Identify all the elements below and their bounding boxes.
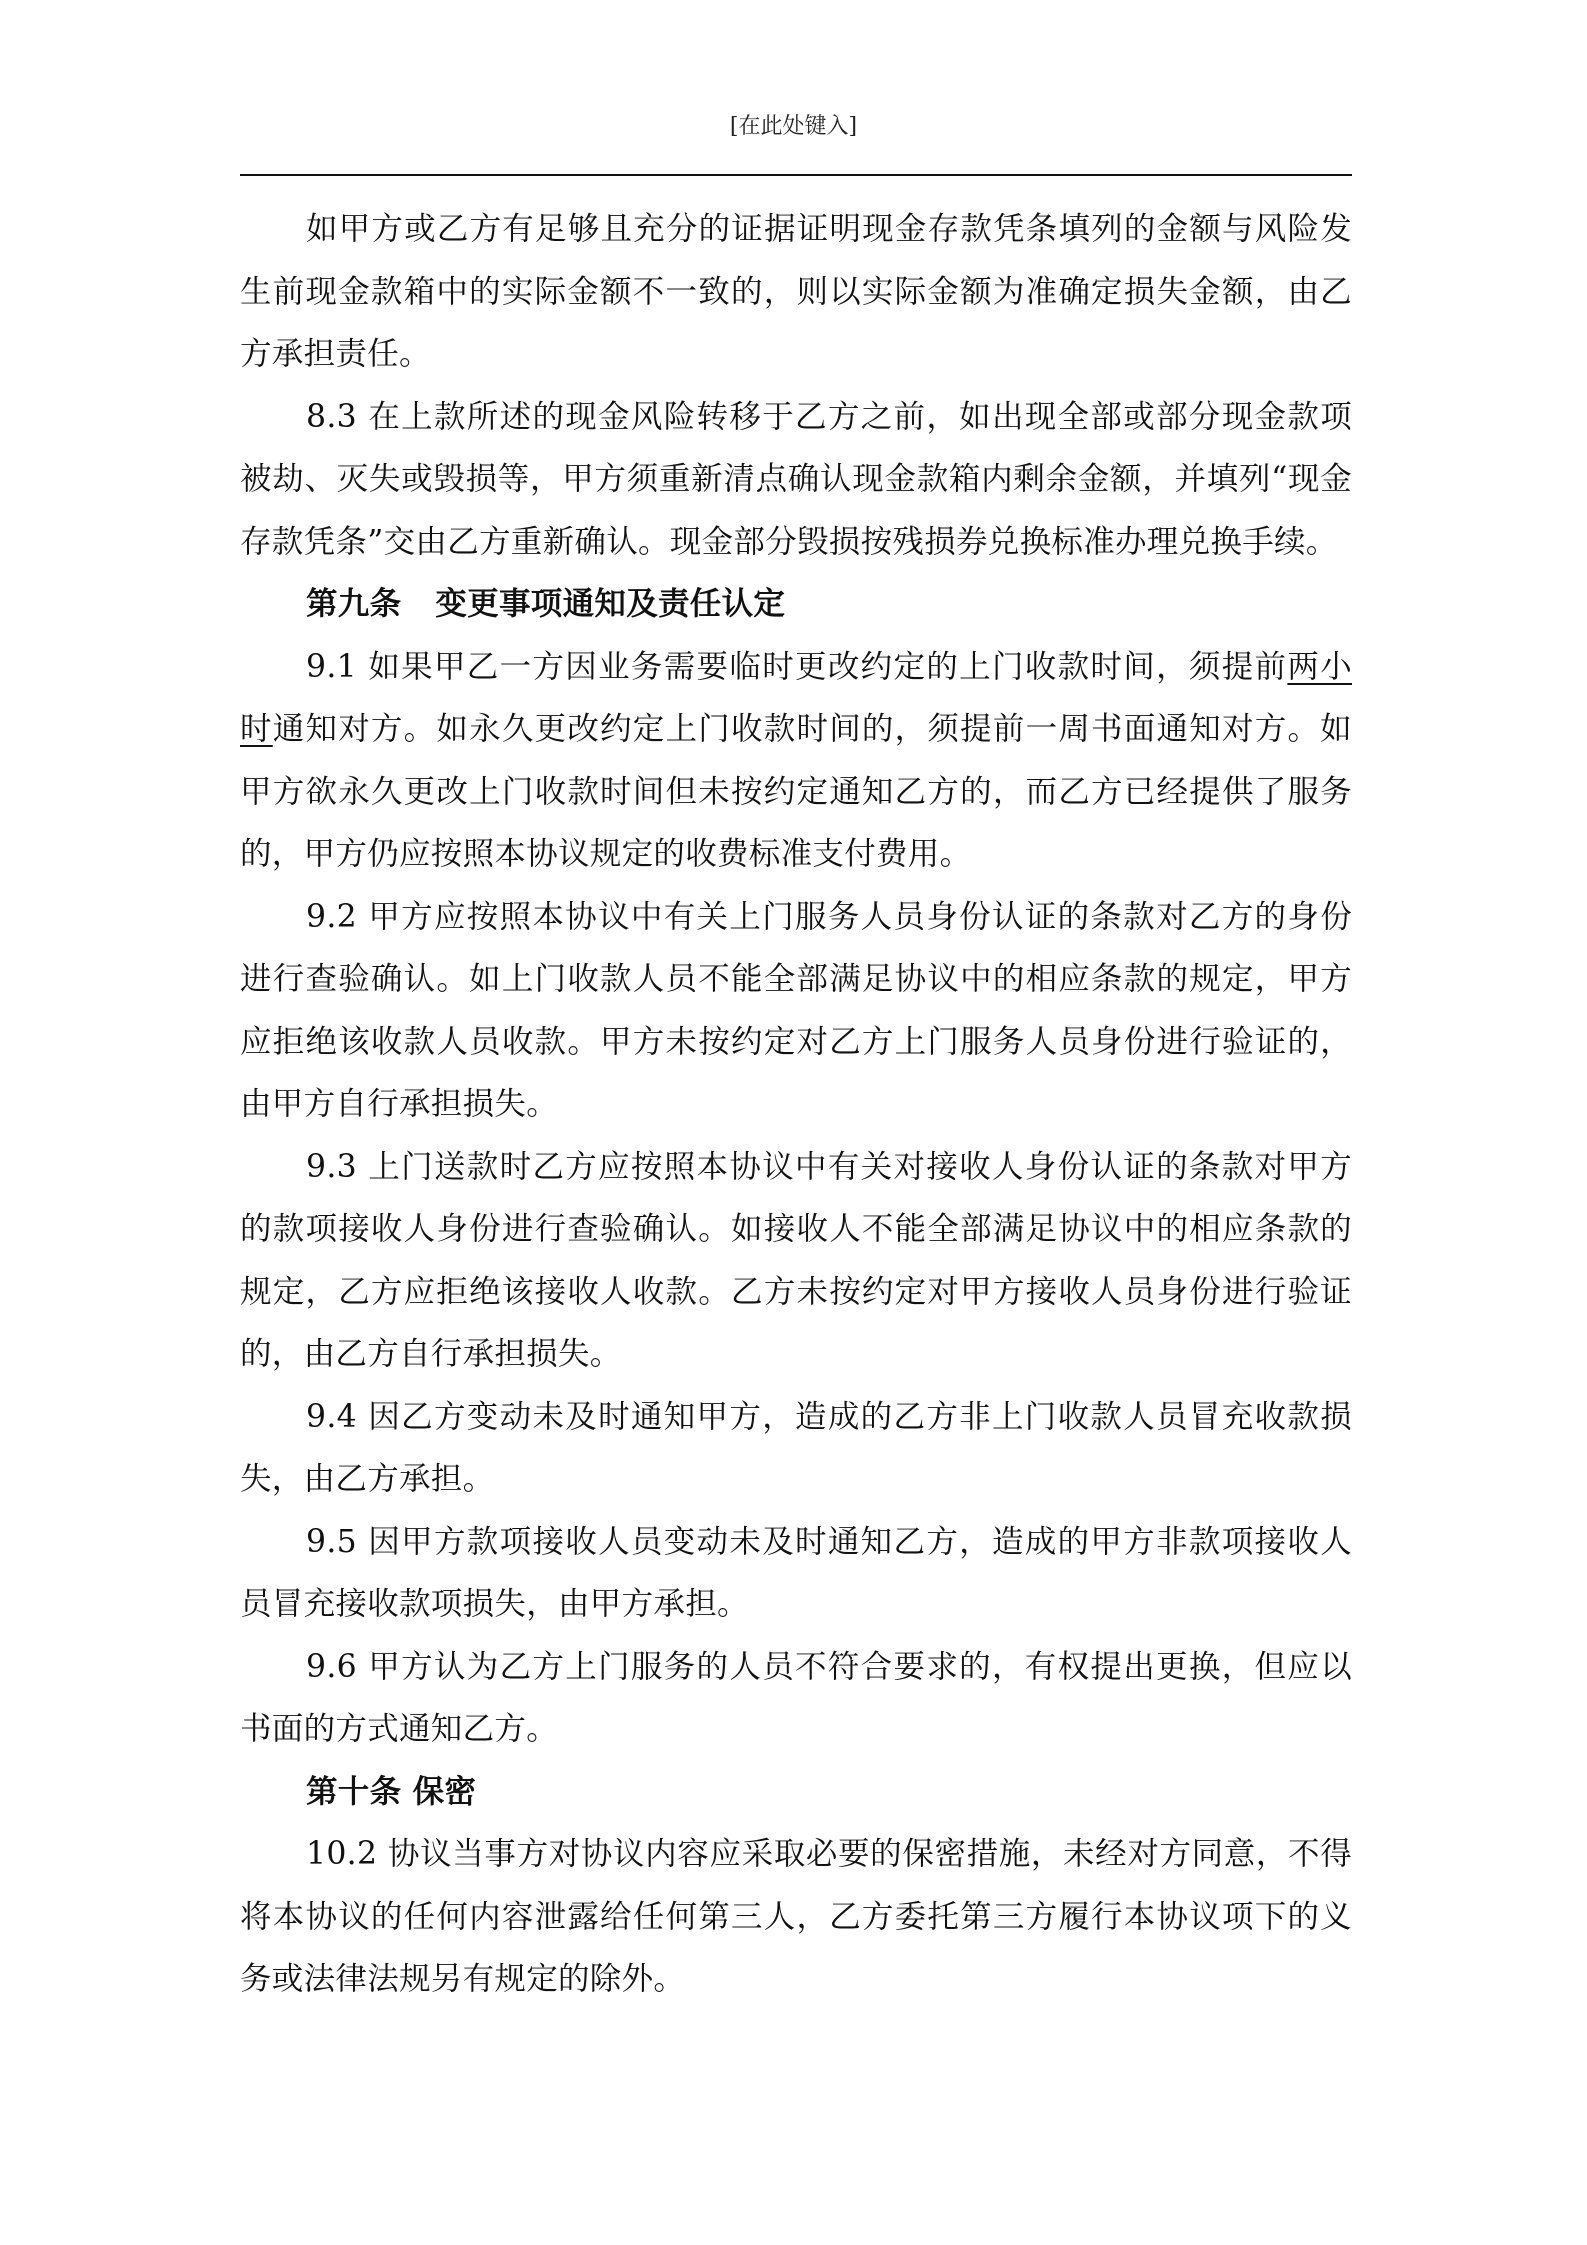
paragraph-9-3: 9.3 上门送款时乙方应按照本协议中有关对接收人身份认证的条款对甲方的款项接收人身份进行查验确认。如接收人不能全部满足协议中的相应条款的规定，乙方应拒绝该接收人收款。乙方未按约定对甲方接收人员身份进行验证的，由乙方自行承担损失。 [240,1148,1352,1372]
paragraph-9-1-lead: 9.1 如果甲乙一方因业务需要临时更改约定的上门收款时间，须提前 [306,648,1288,685]
document-body [240,198,1352,2011]
article-9-heading [240,573,1352,636]
page-header: [在此处键入] [729,114,858,139]
paragraph-9-5: 9.5 因甲方款项接收人员变动未及时通知乙方，造成的甲方非款项接收人员冒充接收款项损失，由甲方承担。 [240,1523,1352,1622]
article-9-number: 第九条 [306,585,402,622]
paragraph-9-1-rest: 通知对方。如永久更改约定上门收款时间的，须提前一周书面通知对方。如甲方欲永久更改上门收款时间但未按约定通知乙方的，而乙方已经提供了服务的，甲方仍应按照本协议规定的收费标准支付费用。 [240,711,1352,872]
paragraph-9-2: 9.2 甲方应按照本协议中有关上门服务人员身份认证的条款对乙方的身份进行查验确认。如上门收款人员不能全部满足协议中的相应条款的规定，甲方应拒绝该收款人员收款。甲方未按约定对乙方上门服务人员身份进行验证的，由甲方自行承担损失。 [240,898,1352,1122]
article-9-title: 变更事项通知及责任认定 [435,585,786,622]
header-divider [240,174,1352,176]
paragraph-9-1 [240,636,1352,886]
paragraph-9-4: 9.4 因乙方变动未及时通知甲方，造成的乙方非上门收款人员冒充收款损失，由乙方承担。 [240,1398,1352,1497]
paragraph-9-6: 9.6 甲方认为乙方上门服务的人员不符合要求的，有权提出更换，但应以书面的方式通知乙方。 [240,1648,1352,1747]
underlined-two-hours: 两小时 [240,648,1352,747]
paragraph-10-2: 10.2 协议当事方对协议内容应采取必要的保密措施，未经对方同意，不得将本协议的任何内容泄露给任何第三人，乙方委托第三方履行本协议项下的义务或法律法规另有规定的除外。 [240,1836,1352,1997]
paragraph-8-3: 8.3 在上款所述的现金风险转移于乙方之前，如出现全部或部分现金款项被劫、灭失或毁损等，甲方须重新清点确认现金款箱内剩余金额，并填列“现金存款凭条”交由乙方重新确认。现金部分毁损按残损券兑换标准办理兑换手续。 [240,398,1352,560]
paragraph-cash-discrepancy: 如甲方或乙方有足够且充分的证据证明现金存款凭条填列的金额与风险发生前现金款箱中的实际金额不一致的，则以实际金额为准确定损失金额，由乙方承担责任。 [240,211,1352,372]
article-10-heading: 第十条 保密 [306,1772,477,1810]
